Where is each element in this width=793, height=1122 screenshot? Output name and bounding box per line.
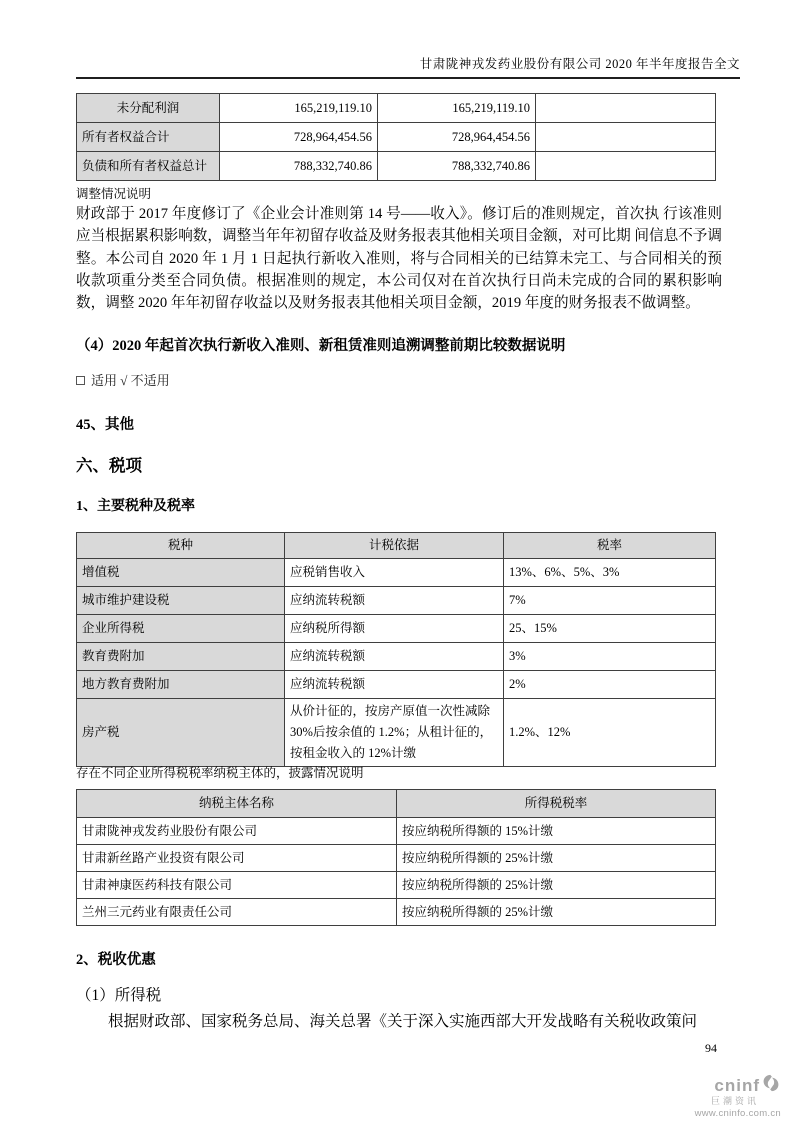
entity-rate: 按应纳税所得额的 25%计缴 [397,872,716,899]
page-header-title: 甘肃陇神戎发药业股份有限公司 2020 年半年度报告全文 [76,54,740,79]
tax-name: 地方教育费附加 [77,671,285,699]
not-applicable-label: 不适用 [130,373,170,388]
heading-income-tax: （1）所得税 [76,987,162,1004]
applicability-line [76,370,170,389]
row-label: 未分配利润 [77,94,220,123]
check-icon: √ [120,373,128,388]
applicable-label: 适用 [91,373,118,388]
table-row [77,845,716,872]
column-header: 计税依据 [285,533,504,559]
table-row [77,559,716,587]
current-value: 788,332,740.86 [220,152,378,181]
entity-name: 甘肃新丝路产业投资有限公司 [77,845,397,872]
table-row [77,818,716,845]
table-row [77,899,716,926]
tax-rate: 7% [504,587,716,615]
empty-cell [536,123,716,152]
table-row [77,699,716,767]
column-header: 纳税主体名称 [77,790,397,818]
logo-brand-text: cninf [714,1075,760,1095]
checkbox-unchecked-icon [76,376,85,385]
tax-basis: 应纳税所得额 [285,615,504,643]
heading-tax-preference: 2、税收优惠 [76,952,156,968]
tax-name: 城市维护建设税 [77,587,285,615]
equity-table-body [77,94,716,181]
entity-rate: 按应纳税所得额的 15%计缴 [397,818,716,845]
tax-basis: 应纳流转税额 [285,671,504,699]
page-number: 94 [705,1041,717,1055]
tax-rate: 3% [504,643,716,671]
entity-name: 兰州三元药业有限责任公司 [77,899,397,926]
column-header: 税种 [77,533,285,559]
tax-rate: 2% [504,671,716,699]
tax-entity-table [76,789,716,926]
entity-name: 甘肃神康医药科技有限公司 [77,872,397,899]
table-row [77,123,716,152]
tax-name: 企业所得税 [77,615,285,643]
column-header: 税率 [504,533,716,559]
tax-name: 增值税 [77,559,285,587]
table-row [77,587,716,615]
tax-name: 房产税 [77,699,285,767]
tax-rate-table [76,532,716,767]
tax-basis: 从价计征的，按房产原值一次性减除 30%后按余值的 1.2%；从租计征的，按租金收入的 12%计缴 [285,699,504,767]
empty-cell [536,94,716,123]
table-row [77,790,716,818]
tax-basis: 应纳流转税额 [285,587,504,615]
table-row [77,671,716,699]
tax-rate: 13%、6%、5%、3% [504,559,716,587]
entity-rate: 按应纳税所得额的 25%计缴 [397,845,716,872]
table-row [77,872,716,899]
tax-basis: 应税销售收入 [285,559,504,587]
heading-section4: （4）2020 年起首次执行新收入准则、新租赁准则追溯调整前期比较数据说明 [76,338,566,354]
table-row [77,615,716,643]
table-row [77,152,716,181]
tax-rate: 1.2%、12% [504,699,716,767]
entity-table-body [77,790,716,926]
tax-rate: 25、15% [504,615,716,643]
heading-tax-section: 六、税项 [76,456,142,475]
adjustment-paragraph: 财政部于 2017 年度修订了《企业会计准则第 14 号——收入》。修订后的准则规定，首次执 行该准则应当根据累积影响数，调整当年年初留存收益及财务报表其他相关项目金额，对可比期 间信息不予调整。本公司自 2020 年 1 月 1 日起执行新收入准则，将与合同相关的已结算未完工、与合同相关的预收款项重分类至合同负债。根据准则的规定，本公司仅对在首次执行日尚未完成的合同的累积影响数，调整 2020 年年初留存收益以及财务报表其他相关项目金额，2019 年度的财务报表不做调整。 [76,206,722,312]
prior-value: 728,964,454.56 [378,123,536,152]
row-label: 负债和所有者权益总计 [77,152,220,181]
adjustment-note-label: 调整情况说明 [76,187,152,201]
heading-other: 45、其他 [76,417,134,433]
logo-chinese-name: 巨潮资讯 [710,1096,759,1106]
prior-value: 788,332,740.86 [378,152,536,181]
current-value: 728,964,454.56 [220,123,378,152]
logo-brand-row [695,1074,781,1096]
table-row [77,643,716,671]
row-label: 所有者权益合计 [77,123,220,152]
equity-summary-table [76,93,716,181]
heading-main-tax: 1、主要税种及税率 [76,499,195,514]
table-row [77,94,716,123]
tax-basis: 应纳流转税额 [285,643,504,671]
tax-name: 教育费附加 [77,643,285,671]
swirl-icon [761,1074,781,1096]
entity-rate: 按应纳税所得额的 25%计缴 [397,899,716,926]
different-rate-note: 存在不同企业所得税税率纳税主体的，披露情况说明 [76,766,364,780]
income-tax-intro: 根据财政部、国家税务总局、海关总署《关于深入实施西部大开发战略有关税收政策问 [108,1013,698,1030]
prior-value: 165,219,119.10 [378,94,536,123]
logo-url: www.cninfo.com.cn [694,1108,781,1119]
entity-name: 甘肃陇神戎发药业股份有限公司 [77,818,397,845]
tax-table-body [77,533,716,767]
table-row [77,533,716,559]
current-value: 165,219,119.10 [220,94,378,123]
column-header: 所得税税率 [397,790,716,818]
cninfo-logo [695,1074,781,1119]
empty-cell [536,152,716,181]
